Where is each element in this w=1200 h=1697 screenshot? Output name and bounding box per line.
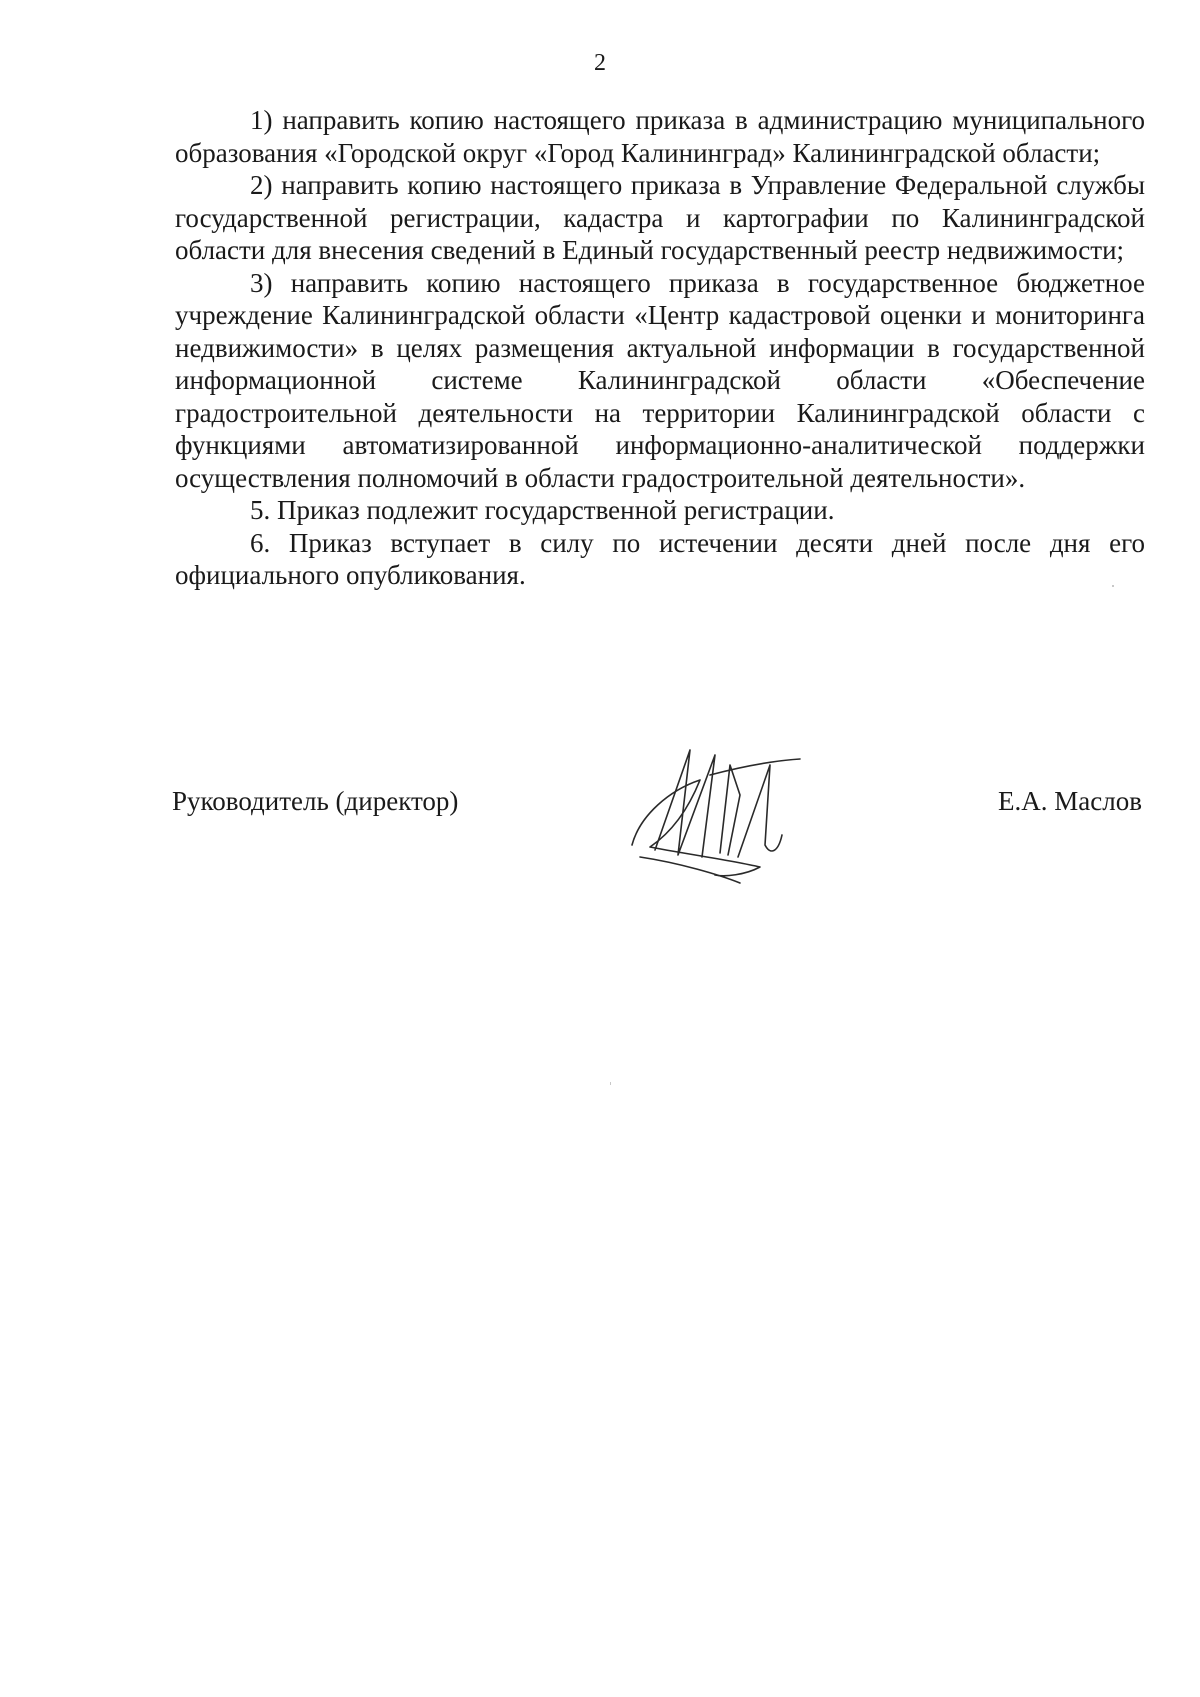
signer-title: Руководитель (директор) xyxy=(172,786,459,816)
paragraph-item-3: 3) направить копию настоящего приказа в государственное бюджетное учреждение Калининградской области «Центр кадастровой оценки и мониторинга недвижимости» в целях размещения актуальной информации в государственной информационной системе Калининградской области «Обеспечение градостроительной деятельности на территории Калининградской области с функциями автоматизированной информационно-аналитической поддержки осуществления полномочий в области градостроительной деятельности». xyxy=(175,267,1145,493)
paragraph-item-6: 6. Приказ вступает в силу по истечении десяти дней после дня его официального опубликования. xyxy=(175,527,1145,590)
paragraph-item-1: 1) направить копию настоящего приказа в администрацию муниципального образования «Городской округ «Город Калининград» Калининградской области; xyxy=(175,105,1145,168)
document-body xyxy=(175,104,1145,592)
paragraph-item-2: 2) направить копию настоящего приказа в Управление Федеральной службы государственной регистрации, кадастра и картографии по Калининградской области для внесения сведений в Единый государственный реестр недвижимости; xyxy=(175,170,1145,265)
scan-speck xyxy=(1112,585,1114,587)
paragraph-item-5: 5. Приказ подлежит государственной регистрации. xyxy=(250,495,835,525)
scan-speck xyxy=(610,1082,611,1085)
handwritten-signature xyxy=(620,735,810,885)
signer-name: Е.А. Маслов xyxy=(998,786,1142,816)
page-number: 2 xyxy=(594,50,606,76)
